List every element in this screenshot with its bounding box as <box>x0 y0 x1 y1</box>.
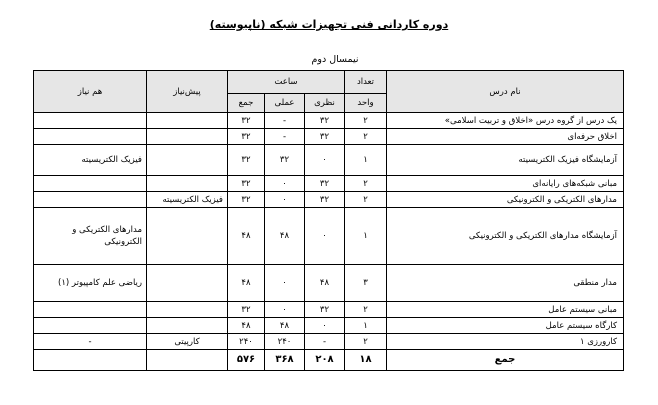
totals-units: ۱۸ <box>345 350 387 371</box>
table-row <box>34 208 624 265</box>
corequisite-cell: - <box>34 334 147 350</box>
table-row <box>34 176 624 192</box>
practical-cell: - <box>265 113 305 129</box>
corequisite-cell: مدارهای الکتریکی و الکترونیکی <box>34 208 147 265</box>
units-cell: ۱ <box>345 145 387 176</box>
document-title: دوره کاردانی فنی تجهیزات شبکه (ناپیوسته) <box>209 18 449 31</box>
course-name-cell: مدار منطقی <box>387 265 624 302</box>
units-cell: ۲ <box>345 129 387 145</box>
practical-cell: - <box>265 129 305 145</box>
units-cell: ۱ <box>345 318 387 334</box>
prerequisite-cell <box>147 318 228 334</box>
practical-cell: ۰ <box>265 265 305 302</box>
prerequisite-cell <box>147 145 228 176</box>
table-row <box>34 145 624 176</box>
prerequisite-cell <box>147 208 228 265</box>
totals-row <box>34 350 624 371</box>
prerequisite-cell <box>147 302 228 318</box>
totals-label: جمع <box>387 350 624 371</box>
prerequisite-cell: فیزیک الکتریسیته <box>147 192 228 208</box>
totals-theory: ۲۰۸ <box>305 350 345 371</box>
prerequisite-cell <box>147 129 228 145</box>
corequisite-cell: ریاضی علم کامپیوتر (۱) <box>34 265 147 302</box>
semester-label: نیمسال دوم <box>311 54 359 65</box>
units-cell: ۱ <box>345 208 387 265</box>
units-cell: ۲ <box>345 113 387 129</box>
units-cell: ۲ <box>345 176 387 192</box>
theory-cell: ۰ <box>305 145 345 176</box>
total-cell: ۳۲ <box>228 113 265 129</box>
corequisite-cell <box>34 129 147 145</box>
header-corequisite: هم نیاز <box>34 71 147 113</box>
corequisite-cell <box>34 302 147 318</box>
table-row <box>34 334 624 350</box>
course-table <box>33 70 624 371</box>
total-cell: ۴۸ <box>228 318 265 334</box>
theory-cell: ۳۲ <box>305 176 345 192</box>
corequisite-cell <box>34 113 147 129</box>
theory-cell: ۰ <box>305 208 345 265</box>
theory-cell: ۴۸ <box>305 265 345 302</box>
theory-cell: ۳۲ <box>305 113 345 129</box>
course-name-cell: کارورزی ۱ <box>387 334 624 350</box>
practical-cell: ۲۴۰ <box>265 334 305 350</box>
header-prerequisite: پیش‌نیاز <box>147 71 228 113</box>
practical-cell: ۰ <box>265 192 305 208</box>
units-cell: ۲ <box>345 302 387 318</box>
corequisite-cell <box>34 176 147 192</box>
course-name-cell: مبانی سیستم عامل <box>387 302 624 318</box>
header-units-sub: واحد <box>345 94 387 113</box>
totals-prerequisite-empty <box>147 350 228 371</box>
header-theory: نظری <box>305 94 345 113</box>
theory-cell: - <box>305 334 345 350</box>
course-name-cell: آزمایشگاه فیزیک الکتریسیته <box>387 145 624 176</box>
corequisite-cell <box>34 318 147 334</box>
course-name-cell: مبانی شبکه‌های رایانه‌ای <box>387 176 624 192</box>
prerequisite-cell: کارپیتی <box>147 334 228 350</box>
course-name-cell: آزمایشگاه مدارهای الکتریکی و الکترونیکی <box>387 208 624 265</box>
prerequisite-cell <box>147 176 228 192</box>
practical-cell: ۰ <box>265 176 305 192</box>
corequisite-cell <box>34 192 147 208</box>
table-row <box>34 318 624 334</box>
practical-cell: ۳۲ <box>265 145 305 176</box>
total-cell: ۴۸ <box>228 208 265 265</box>
total-cell: ۳۲ <box>228 145 265 176</box>
header-hours: ساعت <box>228 71 345 94</box>
units-cell: ۳ <box>345 265 387 302</box>
practical-cell: ۴۸ <box>265 318 305 334</box>
total-cell: ۳۲ <box>228 176 265 192</box>
table-row <box>34 129 624 145</box>
table-row <box>34 265 624 302</box>
units-cell: ۲ <box>345 334 387 350</box>
total-cell: ۲۴۰ <box>228 334 265 350</box>
totals-practical: ۳۶۸ <box>265 350 305 371</box>
course-name-cell: اخلاق حرفه‌ای <box>387 129 624 145</box>
prerequisite-cell <box>147 265 228 302</box>
header-course-name: نام درس <box>387 71 624 113</box>
total-cell: ۳۲ <box>228 192 265 208</box>
header-row-1 <box>34 71 624 94</box>
total-cell: ۴۸ <box>228 265 265 302</box>
theory-cell: ۳۲ <box>305 192 345 208</box>
header-total: جمع <box>228 94 265 113</box>
totals-total: ۵۷۶ <box>228 350 265 371</box>
theory-cell: ۳۲ <box>305 129 345 145</box>
table-row <box>34 192 624 208</box>
prerequisite-cell <box>147 113 228 129</box>
units-cell: ۲ <box>345 192 387 208</box>
header-practical: عملی <box>265 94 305 113</box>
theory-cell: ۳۲ <box>305 302 345 318</box>
theory-cell: ۰ <box>305 318 345 334</box>
total-cell: ۳۲ <box>228 129 265 145</box>
course-name-cell: یک درس از گروه درس «اخلاق و تربیت اسلامی» <box>387 113 624 129</box>
practical-cell: ۴۸ <box>265 208 305 265</box>
total-cell: ۳۲ <box>228 302 265 318</box>
table-row <box>34 302 624 318</box>
practical-cell: ۰ <box>265 302 305 318</box>
corequisite-cell: فیزیک الکتریسیته <box>34 145 147 176</box>
header-units: تعداد <box>345 71 387 94</box>
course-name-cell: مدارهای الکتریکی و الکترونیکی <box>387 192 624 208</box>
totals-corequisite-empty <box>34 350 147 371</box>
table-row <box>34 113 624 129</box>
course-name-cell: کارگاه سیستم عامل <box>387 318 624 334</box>
